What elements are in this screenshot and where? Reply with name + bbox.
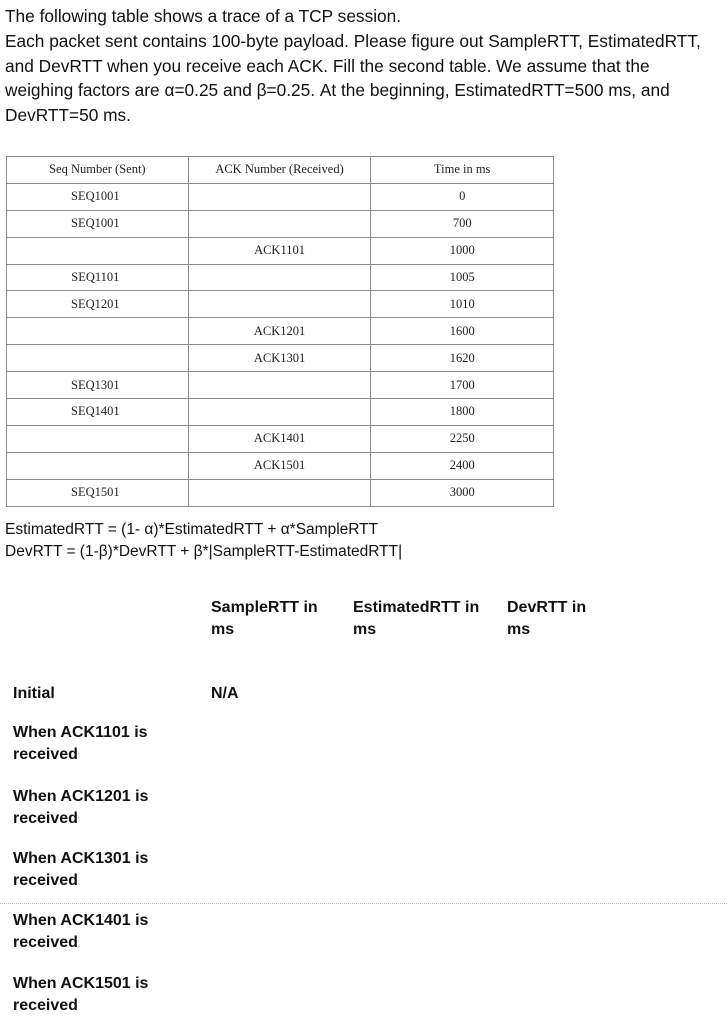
time-cell: 1005	[371, 264, 554, 291]
header-seq-number: Seq Number (Sent)	[7, 157, 189, 184]
intro-line-1: The following table shows a trace of a TCP session.	[5, 6, 402, 26]
table-row	[7, 399, 554, 426]
ack-cell	[188, 372, 371, 399]
time-cell: 1000	[371, 237, 554, 264]
header-dev-rtt: DevRTT in ms	[507, 599, 587, 638]
ack-cell	[188, 210, 371, 237]
table-row	[7, 318, 554, 345]
row-label-ack1401: When ACK1401 is received	[13, 912, 149, 951]
table-row	[7, 237, 554, 264]
ack-cell	[188, 291, 371, 318]
time-cell: 1700	[371, 372, 554, 399]
seq-cell: SEQ1101	[7, 264, 189, 291]
seq-cell: SEQ1001	[7, 183, 189, 210]
seq-cell	[7, 237, 189, 264]
row-label-ack1101: When ACK1101 is received	[13, 724, 148, 763]
tcp-trace-table	[6, 156, 554, 507]
seq-cell	[7, 318, 189, 345]
time-cell: 2250	[371, 425, 554, 452]
table-row	[7, 264, 554, 291]
row-label-ack1201: When ACK1201 is received	[13, 788, 149, 827]
seq-cell: SEQ1001	[7, 210, 189, 237]
seq-cell: SEQ1301	[7, 372, 189, 399]
ack-cell	[188, 183, 371, 210]
time-cell: 1010	[371, 291, 554, 318]
ack-cell: ACK1501	[188, 452, 371, 479]
time-cell: 2400	[371, 452, 554, 479]
table-row	[7, 372, 554, 399]
seq-cell	[7, 425, 189, 452]
row-label-ack1501: When ACK1501 is received	[13, 975, 149, 1014]
seq-cell: SEQ1401	[7, 399, 189, 426]
time-cell: 3000	[371, 479, 554, 506]
dotted-divider	[0, 903, 727, 904]
sample-rtt-initial: N/A	[211, 685, 239, 702]
dev-rtt-formula: DevRTT = (1-β)*DevRTT + β*|SampleRTT-EstimatedRTT|	[5, 543, 403, 560]
seq-cell	[7, 452, 189, 479]
header-sample-rtt: SampleRTT in ms	[211, 599, 318, 638]
table-row	[7, 345, 554, 372]
ack-cell	[188, 264, 371, 291]
header-ack-number: ACK Number (Received)	[188, 157, 371, 184]
time-cell: 0	[371, 183, 554, 210]
ack-cell	[188, 399, 371, 426]
table-row	[7, 452, 554, 479]
table-row	[7, 479, 554, 506]
intro-line-2: Each packet sent contains 100-byte payload. Please figure out SampleRTT, EstimatedRTT, and DevRTT when you receive each ACK. Fill the second table. We assume that the weighing factors are α=0.25 and β=0.25. At the beginning, EstimatedRTT=500 ms, and DevRTT=50 ms.	[5, 30, 701, 126]
formula-block	[5, 519, 402, 563]
table-row	[7, 425, 554, 452]
ack-cell: ACK1201	[188, 318, 371, 345]
header-estimated-rtt: EstimatedRTT in ms	[353, 599, 480, 638]
time-cell: 1620	[371, 345, 554, 372]
trace-header-row	[7, 157, 554, 184]
time-cell: 700	[371, 210, 554, 237]
ack-cell: ACK1401	[188, 425, 371, 452]
seq-cell	[7, 345, 189, 372]
ack-cell: ACK1301	[188, 345, 371, 372]
time-cell: 1600	[371, 318, 554, 345]
row-label-initial: Initial	[13, 685, 55, 702]
seq-cell: SEQ1501	[7, 479, 189, 506]
table-row	[7, 183, 554, 210]
table-row	[7, 210, 554, 237]
row-label-ack1301: When ACK1301 is received	[13, 850, 149, 889]
header-time: Time in ms	[371, 157, 554, 184]
table-row	[7, 291, 554, 318]
estimated-rtt-formula: EstimatedRTT = (1- α)*EstimatedRTT + α*SampleRTT	[5, 521, 379, 538]
question-text	[5, 4, 720, 128]
ack-cell: ACK1101	[188, 237, 371, 264]
ack-cell	[188, 479, 371, 506]
time-cell: 1800	[371, 399, 554, 426]
seq-cell: SEQ1201	[7, 291, 189, 318]
